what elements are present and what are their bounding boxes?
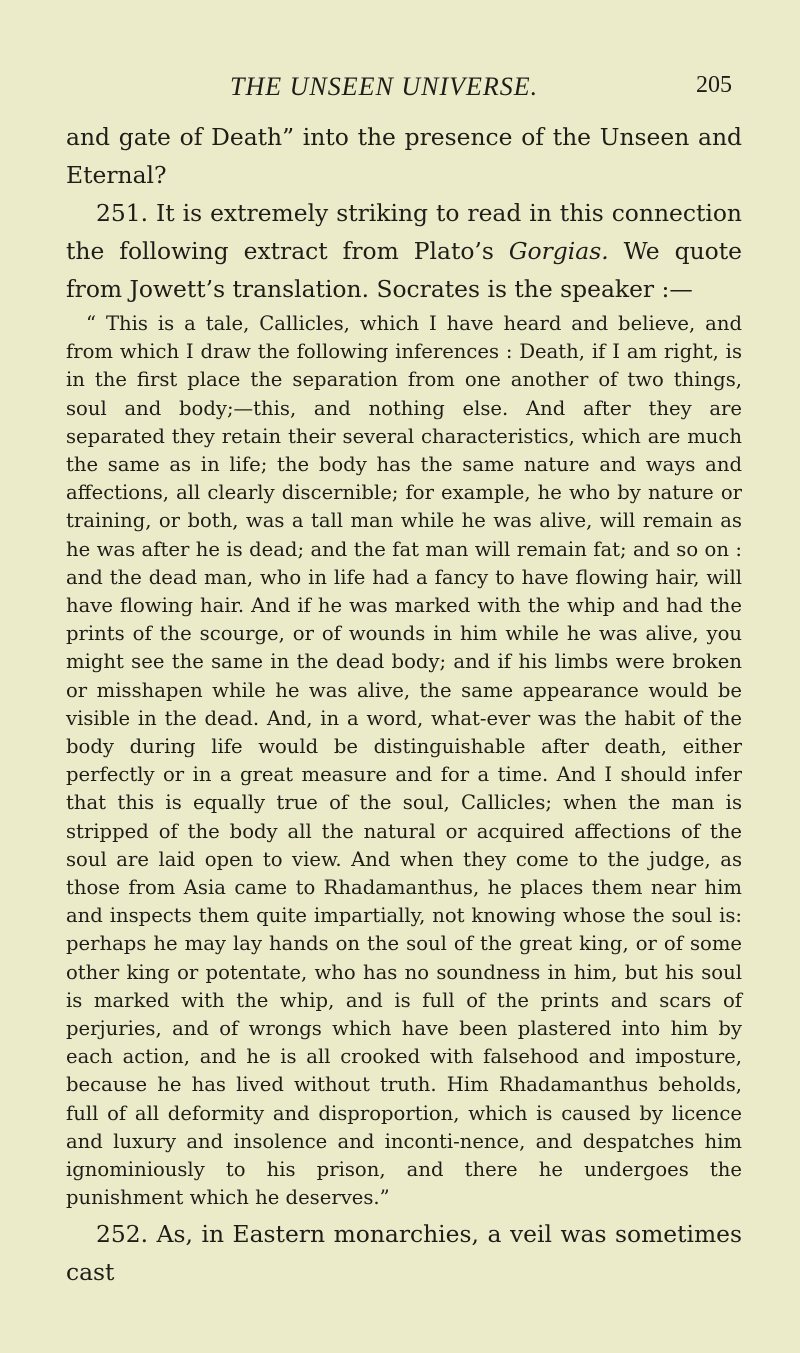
running-title: THE UNSEEN UNIVERSE. (230, 72, 539, 101)
block-quote: “ This is a tale, Callicles, which I have heard and believe, and from which I draw the following inferences : Death, if I am right, is in the first place the separation from one another of two things, soul and body;—this, and nothing else. And after they are separated they retain their several characteristics, which are much the same as in life; the body has the same nature and ways and affections, all clearly discernible; for example, he who by nature or training, or both, was a tall man while he was alive, will remain as he was after he is dead; and the fat man will remain fat; and so on : and the dead man, who in life had a fancy to have flowing hair, will have flowing hair. And if he was marked with the whip and had the prints of the scourge, or of wounds in him while he was alive, you might see the same in the dead body; and if his limbs were broken or misshapen while he was alive, the same appearance would be visible in the dead. And, in a word, what-ever was the habit of the body during life would be distinguishable after death, either perfectly or in a great measure and for a time. And I should infer that this is equally true of the soul, Callicles; when the man is stripped of the body all the natural or acquired affections of the soul are laid open to view. And when they come to the judge, as those from Asia came to Rhadamanthus, he places them near him and inspects them quite impartially, not knowing whose the soul is: perhaps he may lay hands on the soul of the great king, or of some other king or potentate, who has no soundness in him, but his soul is marked with the whip, and is full of the prints and scars of perjuries, and of wrongs which have been plastered into him by each action, and he is all crooked with falsehood and imposture, because he has lived without truth. Him Rhadamanthus beholds, full of all deformity and disproportion, which is caused by licence and luxury and insolence and inconti-nence, and despatches him ignominiously to his prison, and there he undergoes the punishment which he deserves.” (66, 312, 742, 1210)
body-text (66, 118, 742, 1291)
paragraph-251-text: 251. It is extremely striking to read in this connection the following extract from Plato’s (66, 199, 742, 265)
paragraph-251 (66, 194, 742, 308)
book-title-gorgias: Gorgias. (508, 237, 609, 265)
paragraph-continuation: and gate of Death” into the presence of the Unseen and Eternal? (66, 123, 742, 189)
page-number: 205 (696, 72, 732, 98)
paragraph-252: 252. As, in Eastern monarchies, a veil was sometimes cast (66, 1219, 742, 1286)
paragraph-251-text-end: We quote from Jowett’s translation. Socrates is the speaker :— (66, 237, 742, 303)
